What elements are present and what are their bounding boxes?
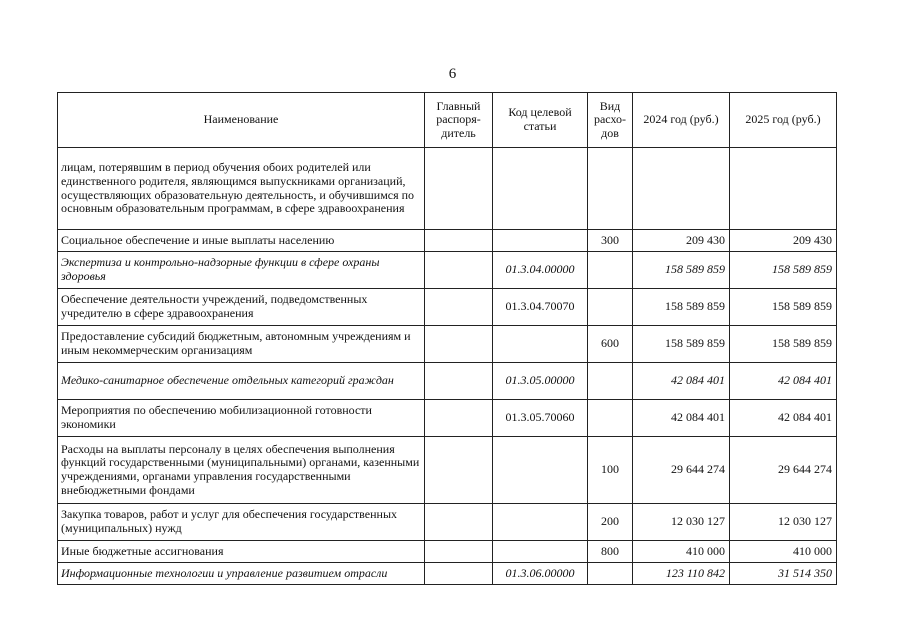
- header-2024: 2024 год (руб.): [633, 93, 730, 148]
- cell-2024: 158 589 859: [633, 289, 730, 326]
- cell-kind: 600: [588, 326, 633, 363]
- cell-code: [493, 437, 588, 504]
- cell-2025: 42 084 401: [730, 363, 837, 400]
- cell-2024: 209 430: [633, 230, 730, 252]
- cell-2024: 29 644 274: [633, 437, 730, 504]
- cell-2024: [633, 148, 730, 230]
- cell-code: [493, 541, 588, 563]
- cell-kind: 300: [588, 230, 633, 252]
- cell-kind: 800: [588, 541, 633, 563]
- cell-name: Закупка товаров, работ и услуг для обеспечения государственных (муниципальных) нужд: [58, 504, 425, 541]
- cell-kind: [588, 289, 633, 326]
- cell-code: 01.3.04.70070: [493, 289, 588, 326]
- cell-name: Расходы на выплаты персоналу в целях обеспечения выполнения функций государственными (муниципальными) органами, казенными учреждениями, органами управления государственными внебюджетными фондами: [58, 437, 425, 504]
- header-code: Код целевой статьи: [493, 93, 588, 148]
- cell-2025: [730, 148, 837, 230]
- cell-name: Мероприятия по обеспечению мобилизационной готовности экономики: [58, 400, 425, 437]
- cell-name: Экспертиза и контрольно-надзорные функции в сфере охраны здоровья: [58, 252, 425, 289]
- cell-2025: 12 030 127: [730, 504, 837, 541]
- header-admin: Главный распоря-дитель: [425, 93, 493, 148]
- cell-kind: [588, 252, 633, 289]
- table-row: [58, 289, 837, 326]
- header-2025: 2025 год (руб.): [730, 93, 837, 148]
- cell-kind: 100: [588, 437, 633, 504]
- cell-2025: 29 644 274: [730, 437, 837, 504]
- cell-2025: 158 589 859: [730, 326, 837, 363]
- cell-2025: 42 084 401: [730, 400, 837, 437]
- cell-2025: 410 000: [730, 541, 837, 563]
- table-row: [58, 252, 837, 289]
- cell-code: [493, 326, 588, 363]
- table-header-row: [58, 93, 837, 148]
- cell-admin: [425, 230, 493, 252]
- cell-kind: [588, 400, 633, 437]
- cell-name: Предоставление субсидий бюджетным, автономным учреждениям и иным некоммерческим организациям: [58, 326, 425, 363]
- cell-code: 01.3.06.00000: [493, 563, 588, 585]
- cell-code: [493, 148, 588, 230]
- cell-name: Медико-санитарное обеспечение отдельных категорий граждан: [58, 363, 425, 400]
- cell-name: Информационные технологии и управление развитием отрасли: [58, 563, 425, 585]
- table-row: [58, 148, 837, 230]
- header-name: Наименование: [58, 93, 425, 148]
- cell-2024: 410 000: [633, 541, 730, 563]
- table-row: [58, 504, 837, 541]
- cell-2025: 158 589 859: [730, 289, 837, 326]
- cell-admin: [425, 437, 493, 504]
- cell-admin: [425, 400, 493, 437]
- header-kind: Вид расхо-дов: [588, 93, 633, 148]
- cell-2025: 31 514 350: [730, 563, 837, 585]
- cell-admin: [425, 148, 493, 230]
- cell-admin: [425, 252, 493, 289]
- cell-kind: [588, 363, 633, 400]
- cell-code: 01.3.05.70060: [493, 400, 588, 437]
- table-row: [58, 230, 837, 252]
- cell-name: Социальное обеспечение и иные выплаты населению: [58, 230, 425, 252]
- table-row: [58, 363, 837, 400]
- cell-admin: [425, 504, 493, 541]
- table-row: [58, 326, 837, 363]
- cell-name: Обеспечение деятельности учреждений, подведомственных учредителю в сфере здравоохранения: [58, 289, 425, 326]
- cell-admin: [425, 326, 493, 363]
- cell-2025: 209 430: [730, 230, 837, 252]
- table-row: [58, 437, 837, 504]
- budget-table: [57, 92, 837, 585]
- cell-2024: 158 589 859: [633, 326, 730, 363]
- cell-admin: [425, 563, 493, 585]
- cell-2024: 42 084 401: [633, 363, 730, 400]
- cell-code: [493, 504, 588, 541]
- cell-2024: 123 110 842: [633, 563, 730, 585]
- table-row: [58, 541, 837, 563]
- cell-code: [493, 230, 588, 252]
- cell-admin: [425, 289, 493, 326]
- cell-kind: [588, 563, 633, 585]
- cell-code: 01.3.05.00000: [493, 363, 588, 400]
- cell-2024: 158 589 859: [633, 252, 730, 289]
- cell-kind: [588, 148, 633, 230]
- cell-2024: 12 030 127: [633, 504, 730, 541]
- cell-admin: [425, 363, 493, 400]
- cell-kind: 200: [588, 504, 633, 541]
- table-row: [58, 563, 837, 585]
- cell-code: 01.3.04.00000: [493, 252, 588, 289]
- cell-name: лицам, потерявшим в период обучения обоих родителей или единственного родителя, являющимся выпускниками организаций, осуществляющих образовательную деятельность, и обучившимся по основным образовательным программам, в сфере здравоохранения: [58, 148, 425, 230]
- page-number: 6: [448, 66, 457, 82]
- cell-2025: 158 589 859: [730, 252, 837, 289]
- cell-admin: [425, 541, 493, 563]
- table-row: [58, 400, 837, 437]
- cell-name: Иные бюджетные ассигнования: [58, 541, 425, 563]
- cell-2024: 42 084 401: [633, 400, 730, 437]
